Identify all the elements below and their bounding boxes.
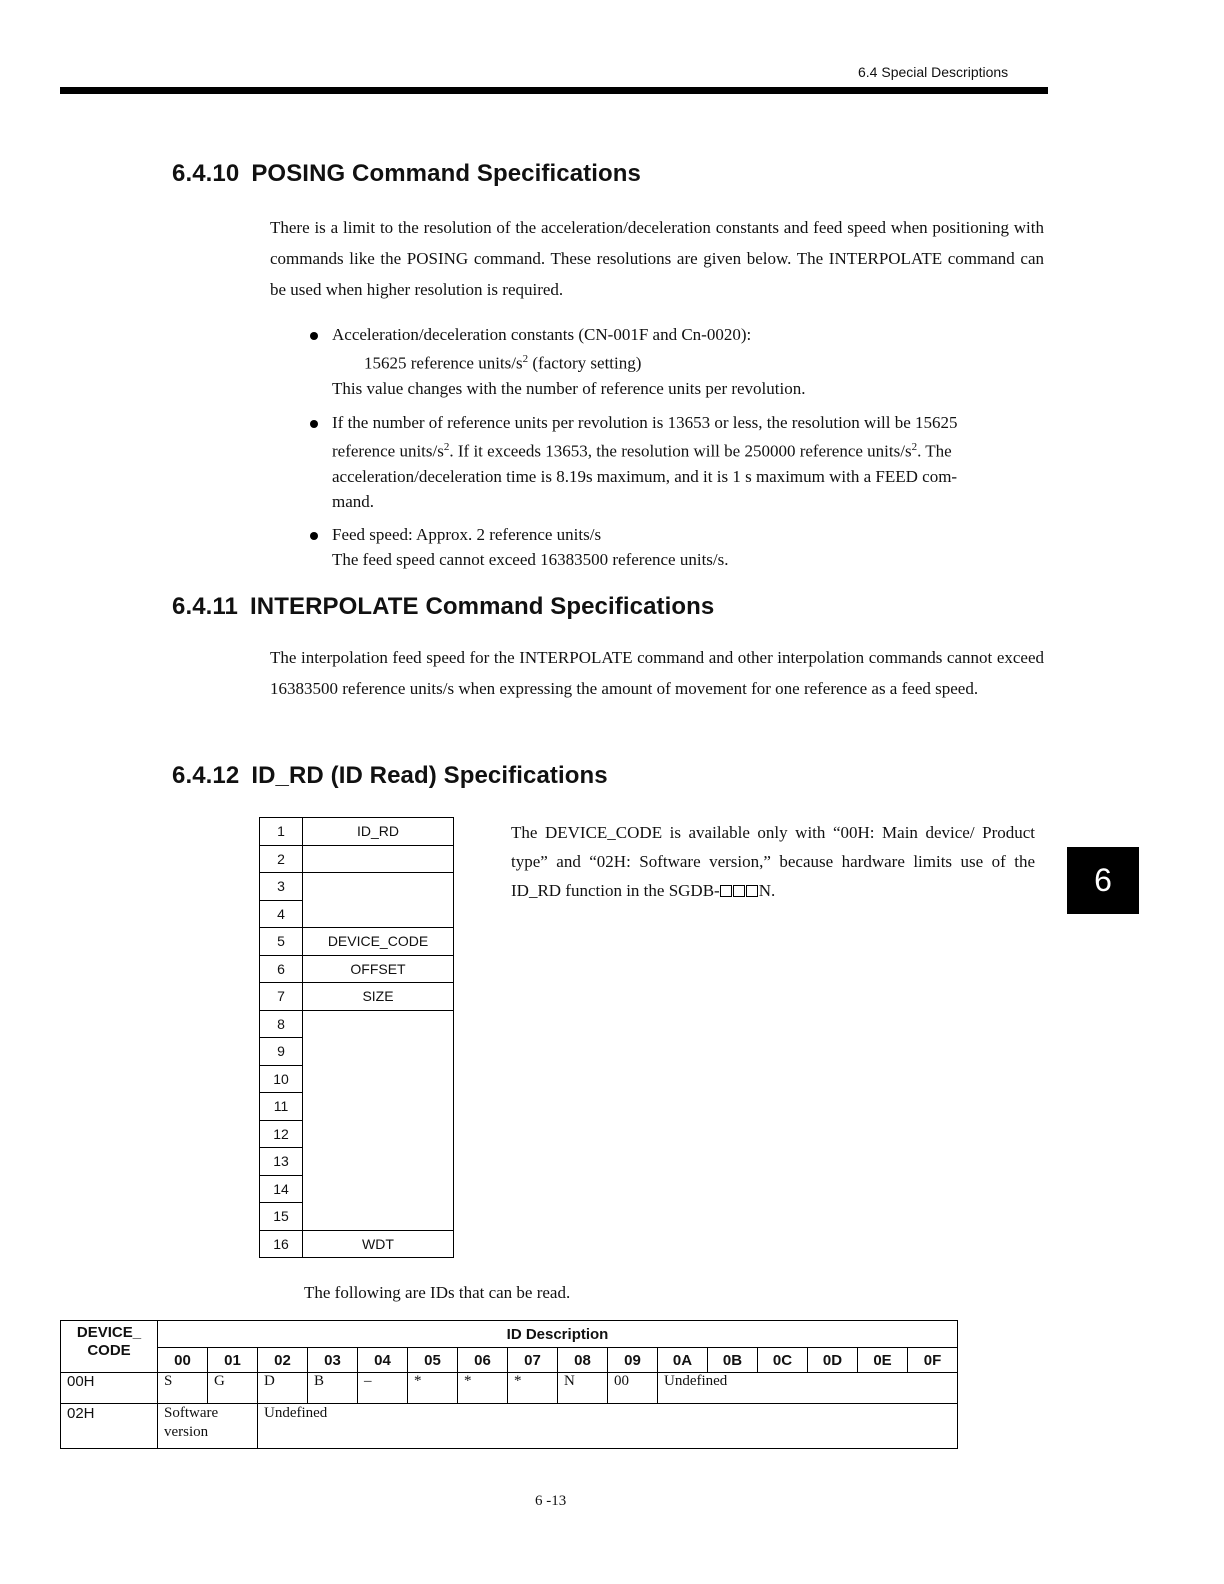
chapter-tab: 6	[1067, 847, 1139, 914]
table-row: 10	[260, 1065, 454, 1093]
table-row: 9	[260, 1038, 454, 1066]
table-row: 3	[260, 873, 454, 901]
idrd-command-table	[259, 817, 454, 1258]
interpolate-text: The interpolation feed speed for the INTERPOLATE command and other interpolation commands cannot exceed 16383500 reference units/s when expressing the amount of movement for one reference as a feed speed.	[270, 648, 1044, 698]
bullet-dot-icon	[310, 332, 318, 340]
table-row: 14	[260, 1175, 454, 1203]
section-heading-idrd: 6.4.12 ID_RD (ID Read) Specifications	[172, 762, 608, 789]
table-row: 7 SIZE	[260, 983, 454, 1011]
table-row: 1 ID_RD	[260, 818, 454, 846]
table-row: 4	[260, 900, 454, 928]
table-row: 5 DEVICE_CODE	[260, 928, 454, 956]
section-heading-posing: 6.4.10 POSING Command Specifications	[172, 160, 641, 187]
table-row: 2	[260, 845, 454, 873]
running-header: 6.4 Special Descriptions	[858, 64, 1009, 80]
table-row	[61, 1321, 958, 1348]
table-row: 00H S G D B – * * * N 00 Undefined	[61, 1373, 958, 1404]
id-description-table	[60, 1320, 958, 1449]
table-row: 16 WDT	[260, 1230, 454, 1258]
posing-intro: There is a limit to the resolution of the acceleration/deceleration constants and feed speed when positioning with commands like the POSING command. These resolutions are given below. The INTERPOLATE command can be used when higher resolution is required.	[270, 218, 1044, 299]
placeholder-box-icon	[720, 885, 732, 897]
header-rule	[60, 87, 1048, 94]
device-code-header: DEVICE_ CODE	[61, 1321, 158, 1373]
section-heading-interpolate: 6.4.11 INTERPOLATE Command Specifications	[172, 593, 715, 620]
device-code-note: The DEVICE_CODE is available only with “00H: Main device/ Product type” and “02H: Software version,” because hardware limits use of the ID_RD function in the SGDB- N.	[511, 823, 1035, 900]
bullet-dot-icon	[310, 420, 318, 428]
placeholder-box-icon	[746, 885, 758, 897]
table-row: 00 01 02 03 04 05 06 07 08 09 0A 0B 0C 0D 0E 0F	[61, 1348, 958, 1373]
table-row: 15	[260, 1203, 454, 1231]
id-description-header: ID Description	[158, 1321, 958, 1348]
page-number: 6 -13	[535, 1493, 567, 1509]
table-row: 8	[260, 1010, 454, 1038]
table-row: 02H Software version Undefined	[61, 1404, 958, 1449]
table-row: 11	[260, 1093, 454, 1121]
placeholder-box-icon	[733, 885, 745, 897]
table-row: 6 OFFSET	[260, 955, 454, 983]
bullet-dot-icon	[310, 532, 318, 540]
table-row: 12	[260, 1120, 454, 1148]
table-row: 13	[260, 1148, 454, 1176]
table-caption: The following are IDs that can be read.	[304, 1283, 571, 1302]
